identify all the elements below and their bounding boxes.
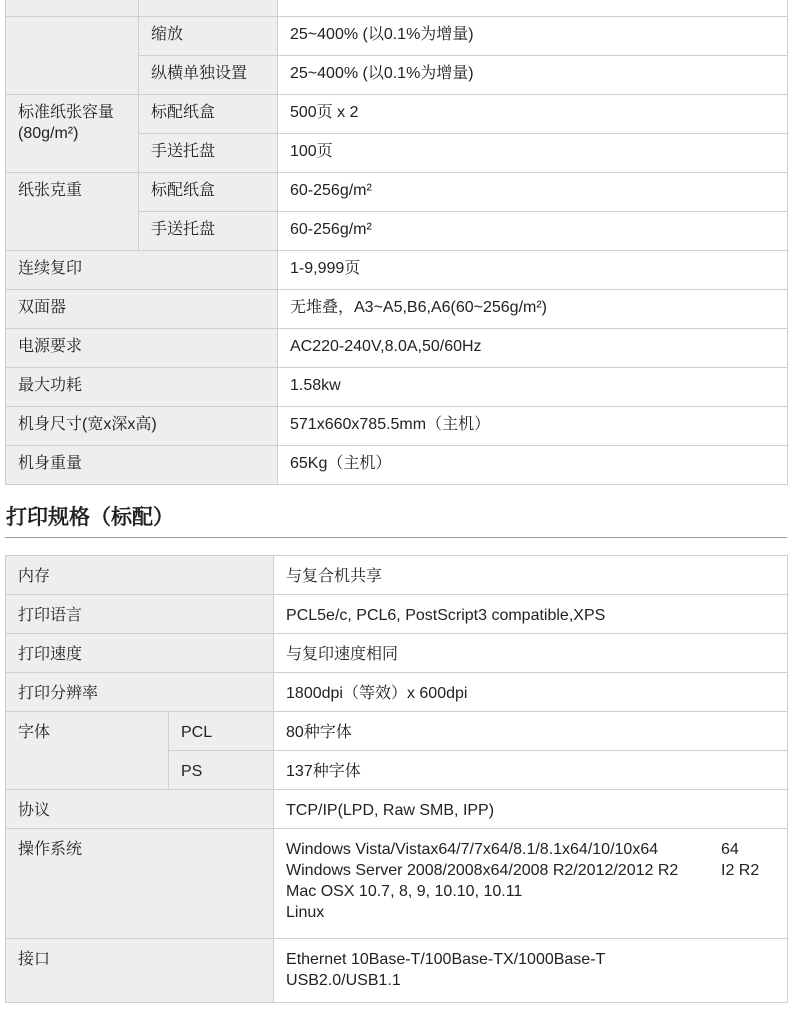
table-row	[6, 95, 788, 134]
section-title: 打印规格（标配）	[6, 505, 174, 529]
os-line: Windows Vista/Vistax64/7/7x64/8.1/8.1x64/10/10x64	[286, 841, 659, 858]
spec-value: 25~400% (以0.1%为增量)	[278, 17, 788, 56]
spec-value: 1800dpi（等效）x 600dpi	[274, 673, 788, 712]
spec-label: 电源要求	[6, 329, 278, 368]
table-row	[6, 0, 788, 17]
table-row	[6, 173, 788, 212]
spec-value-os	[274, 829, 788, 939]
spec-label: 连续复印	[6, 251, 278, 290]
spec-value: 与复合机共享	[274, 556, 788, 595]
table-row	[6, 634, 788, 673]
spec-label-empty	[139, 0, 278, 17]
table-row	[6, 712, 788, 751]
spec-value: 无堆叠，A3~A5,B6,A6(60~256g/m²)	[278, 290, 788, 329]
spec-value-interface	[274, 939, 788, 1003]
interface-line: Ethernet 10Base-T/100Base-TX/1000Base-T	[286, 951, 606, 968]
table-row	[6, 556, 788, 595]
title-divider	[5, 537, 787, 538]
spec-group-label: 字体	[6, 712, 169, 790]
spec-group-empty	[6, 17, 139, 95]
spec-label: 打印速度	[6, 634, 274, 673]
os-line: Windows Server 2008/2008x64/2008 R2/2012/2012 R2	[286, 862, 679, 879]
spec-label: 打印语言	[6, 595, 274, 634]
spec-sublabel: 手送托盘	[139, 134, 278, 173]
interface-line: USB2.0/USB1.1	[286, 972, 401, 989]
spec-value: 1-9,999页	[278, 251, 788, 290]
spec-value: 137种字体	[274, 751, 788, 790]
table-row	[6, 329, 788, 368]
spec-value: 500页 x 2	[278, 95, 788, 134]
spec-label: 打印分辨率	[6, 673, 274, 712]
table-row	[6, 407, 788, 446]
spec-sublabel: 手送托盘	[139, 212, 278, 251]
spec-label: 双面器	[6, 290, 278, 329]
spec-value: 60-256g/m²	[278, 212, 788, 251]
spec-group-label: 纸张克重	[6, 173, 139, 251]
spec-sublabel: 标配纸盒	[139, 95, 278, 134]
spec-sublabel: 缩放	[139, 17, 278, 56]
spec-sublabel: PCL	[169, 712, 274, 751]
table-row	[6, 251, 788, 290]
spec-label: 接口	[6, 939, 274, 1003]
spec-sublabel: 标配纸盒	[139, 173, 278, 212]
table-row	[6, 829, 788, 939]
spec-sublabel: 纵横单独设置	[139, 56, 278, 95]
table-row	[6, 790, 788, 829]
os-extra-text: I2 R2	[721, 862, 760, 879]
os-extra-text: 64	[721, 841, 739, 858]
table-row	[6, 290, 788, 329]
spec-value: 60-256g/m²	[278, 173, 788, 212]
table-row	[6, 939, 788, 1003]
os-line: Mac OSX 10.7, 8, 9, 10.10, 10.11	[286, 883, 523, 900]
print-spec-table	[5, 555, 788, 1003]
table-row	[6, 595, 788, 634]
spec-value: 65Kg（主机）	[278, 446, 788, 485]
spec-value: 80种字体	[274, 712, 788, 751]
spec-value: 与复印速度相同	[274, 634, 788, 673]
spec-group-label: 标准纸张容量(80g/m²)	[6, 95, 139, 173]
spec-label: 机身尺寸(宽x深x高)	[6, 407, 278, 446]
spec-value-empty	[278, 0, 788, 17]
spec-label: 协议	[6, 790, 274, 829]
spec-value: 25~400% (以0.1%为增量)	[278, 56, 788, 95]
table-row	[6, 17, 788, 56]
table-row	[6, 673, 788, 712]
copy-spec-table	[5, 0, 788, 485]
spec-label: 内存	[6, 556, 274, 595]
spec-label: 操作系统	[6, 829, 274, 939]
spec-value: 100页	[278, 134, 788, 173]
table-row	[6, 446, 788, 485]
spec-value: TCP/IP(LPD, Raw SMB, IPP)	[274, 790, 788, 829]
table-row	[6, 368, 788, 407]
os-line: Linux	[286, 904, 325, 921]
spec-sublabel: PS	[169, 751, 274, 790]
spec-label: 最大功耗	[6, 368, 278, 407]
spec-value: 571x660x785.5mm（主机）	[278, 407, 788, 446]
spec-label-empty	[6, 0, 139, 17]
spec-value: AC220-240V,8.0A,50/60Hz	[278, 329, 788, 368]
spec-value: 1.58kw	[278, 368, 788, 407]
spec-value: PCL5e/c, PCL6, PostScript3 compatible,XPS	[274, 595, 788, 634]
spec-label: 机身重量	[6, 446, 278, 485]
